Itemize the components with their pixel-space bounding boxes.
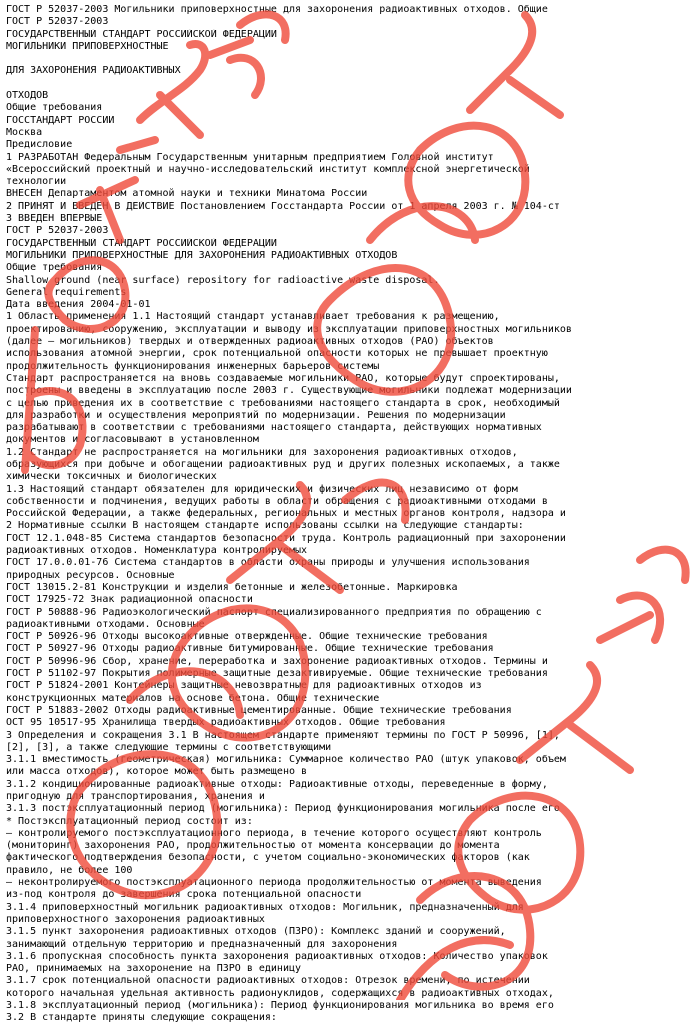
text-line: ГОСТ 13015.2-81 Конструкции и изделия бетонные и железобетонные. Маркировка: [6, 581, 458, 593]
text-line: радиоактивными отходами. Основные: [6, 618, 205, 630]
text-line: 3 Определения и сокращения 3.1 В настоящем стандарте применяют термины по ГОСТ Р 50996, [1],: [6, 729, 560, 741]
text-line: проектированию, сооружению, эксплуатации и выводу из эксплуатации приповерхностных могильников: [6, 323, 572, 335]
text-line: конструкционных материалов на основе бетона. Общие технические: [6, 692, 380, 704]
text-line: 3.1.3 постэксплуатационный период (могильника): Период функционирования могильника после его: [6, 803, 560, 815]
text-line: 1 Область применения 1.1 Настоящий стандарт устанавливает требования к размещению,: [6, 311, 500, 323]
text-line: 3.1.6 пропускная способность пункта захоронения радиоактивных отходов: Количество упаковок: [6, 950, 548, 962]
text-line: Предисловие: [6, 139, 73, 151]
text-line: продолжительность функционирования инженерных барьеров системы: [6, 360, 380, 372]
text-line: фактического подтверждения безопасности, с учетом социально-экономических факторов (как: [6, 852, 530, 864]
text-line: (мониторинг) захоронения РАО, продолжительностью от момента консервации до момента: [6, 840, 500, 852]
text-line: образующихся при добыче и обогащении радиоактивных руд и других полезных ископаемых, а также: [6, 458, 560, 470]
text-line: химически токсичных и биологических: [6, 471, 217, 483]
text-line: Shallow ground (near surface) repository for radioactive waste disposal.: [6, 274, 440, 286]
text-line: приповерхностного захоронения радиоактивных: [6, 913, 265, 925]
text-line: 3.1.4 приповерхностный могильник радиоактивных отходов: Могильник, предназначенный для: [6, 901, 524, 913]
text-line: Стандарт распространяется на вновь создаваемые могильники РАО, которые будут спроектированы,: [6, 372, 560, 384]
text-line: ГОСТ Р 50996-96 Сбор, хранение, переработка и захоронение радиоактивных отходов. Термины и: [6, 655, 548, 667]
text-line: ДЛЯ ЗАХОРОНЕНИЯ РАДИОАКТИВНЫХ: [6, 65, 181, 77]
text-line: Москва: [6, 126, 43, 138]
text-line: Дата введения 2004-01-01: [6, 299, 151, 311]
text-line: ГОСТ 17925-72 Знак радиационной опасности: [6, 594, 253, 606]
text-line: МОГИЛЬНИКИ ПРИПОВЕРХНОСТНЫЕ: [6, 40, 169, 52]
text-line: использования атомной энергии, срок потенциальной опасности которых не превышает проектную: [6, 348, 548, 360]
text-line: ГОССТАНДАРТ РОССИИ: [6, 114, 115, 126]
text-line: ОСТ 95 10517-95 Хранилища твердых радиоактивных отходов. Общие требования: [6, 717, 446, 729]
text-line: ГОСТ Р 52037-2003: [6, 16, 109, 28]
text-line: Российской Федерации, а также федеральных, региональных и местных органов контроля, надзора и: [6, 508, 566, 520]
text-line: разрабатывают в соответствии с требованиями настоящего стандарта, действующих нормативных: [6, 422, 542, 434]
text-line: ГОСУДАРСТВЕННЫЙ СТАНДАРТ РОССИЙСКОЙ ФЕДЕРАЦИИ: [6, 28, 277, 40]
text-line: * Постэксплуатационный период состоит из:: [6, 815, 253, 827]
text-line: ОТХОДОВ: [6, 90, 49, 102]
text-line: ГОСТ Р 51883-2002 Отходы радиоактивные цементированные. Общие технические требования: [6, 704, 512, 716]
text-line: 2 Нормативные ссылки В настоящем стандарте использованы ссылки на следующие стандарты:: [6, 520, 524, 532]
text-line: природных ресурсов. Основные: [6, 569, 175, 581]
text-line: 3.1.1 вместимость (геометрическая) могильника: Суммарное количество РАО (штук упаковок, объем: [6, 754, 566, 766]
text-line: 3.1.5 пункт захоронения радиоактивных отходов (ПЗРО): Комплекс зданий и сооружений,: [6, 926, 506, 938]
text-line: или масса отходов), которое может быть размещено в: [6, 766, 308, 778]
text-line: Общие требования: [6, 102, 103, 114]
text-line: ГОСТ Р 52037-2003: [6, 225, 109, 237]
text-line: (далее — могильников) твердых и отвержденных радиоактивных отходов (РАО) объектов: [6, 336, 494, 348]
text-line: 3.1.8 эксплуатационный период (могильника): Период функционирования могильника во время его: [6, 1000, 554, 1012]
text-line: Общие требования: [6, 262, 103, 274]
text-line: [6, 78, 694, 90]
text-line: ГОСТ Р 52037-2003 Могильники приповерхностные для захоронения радиоактивных отходов. Общие: [6, 4, 548, 15]
text-line: [2], [3], а также следующие термины с соответствующими: [6, 741, 332, 753]
text-line: [6, 53, 694, 65]
text-line: 2 ПРИНЯТ И ВВЕДЕН В ДЕЙСТВИЕ Постановлением Госстандарта России от 1 апреля 2003 г. № 104-ст: [6, 200, 560, 212]
text-line: собственности и подчинения, ведущих работы в области обращения с радиоактивными отходами в: [6, 495, 548, 507]
text-line: ГОСУДАРСТВЕННЫЙ СТАНДАРТ РОССИЙСКОЙ ФЕДЕРАЦИИ: [6, 237, 277, 249]
text-line: ГОСТ Р 50926-96 Отходы высокоактивные отвержденные. Общие технические требования: [6, 631, 488, 643]
text-line: ГОСТ Р 50888-96 Радиоэкологический паспорт специализированного предприятия по обращению с: [6, 606, 542, 618]
text-line: 3.1.2 кондиционированные радиоактивные отходы: Радиоактивные отходы, переведенные в форму,: [6, 778, 548, 790]
text-line: с целью приведения их в соответствие с требованиями настоящего стандарта в срок, необходимый: [6, 397, 560, 409]
text-line: 1.3 Настоящий стандарт обязателен для юридических и физических лиц независимо от форм: [6, 483, 518, 495]
text-line: правило, не более 100: [6, 864, 133, 876]
document-text: [6, 4, 694, 1025]
text-line: занимающий отдельную территорию и предназначенный для захоронения: [6, 938, 398, 950]
text-line: 1.2 Стандарт не распространяется на могильники для захоронения радиоактивных отходов,: [6, 446, 518, 458]
text-line: ГОСТ Р 51824-2001 Контейнеры защитные невозвратные для радиоактивных отходов из: [6, 680, 482, 692]
text-line: радиоактивных отходов. Номенклатура контролируемых: [6, 545, 308, 557]
text-line: 3.2 В стандарте приняты следующие сокращения:: [6, 1012, 277, 1024]
text-line: ГОСТ 12.1.048-85 Система стандартов безопасности труда. Контроль радиационный при захоронении: [6, 532, 566, 544]
text-line: технологии: [6, 176, 67, 188]
text-line: пригодную для транспортирования, хранения и: [6, 791, 265, 802]
text-line: General requirements: [6, 286, 127, 298]
text-line: 3 ВВЕДЕН ВПЕРВЫЕ: [6, 213, 103, 225]
text-line: из-под контроля до завершения срока потенциальной опасности: [6, 889, 362, 901]
text-line: 1 РАЗРАБОТАН Федеральным Государственным унитарным предприятием Головной институт: [6, 151, 494, 163]
text-line: построены и введены в эксплуатацию после 2003 г. Существующие могильники подлежат модернизации: [6, 385, 572, 397]
text-line: — неконтролируемого постэксплуатационного периода продолжительностью от момента выведения: [6, 877, 542, 889]
text-line: которого начальная удельная активность радионуклидов, содержащихся в радиоактивных отходах,: [6, 987, 554, 999]
text-line: ВНЕСЕН Департаментом атомной науки и техники Минатома России: [6, 188, 368, 200]
text-line: для разработки и осуществления мероприятий по модернизации. Решения по модернизации: [6, 409, 506, 421]
text-line: «Всероссийский проектный и научно-исследовательский институт комплексной энергетической: [6, 163, 530, 175]
text-line: 3.1.7 срок потенциальной опасности радиоактивных отходов: Отрезок времени, по истечении: [6, 975, 530, 987]
text-line: — контролируемого постэксплуатационного периода, в течение которого осуществляют контроль: [6, 827, 542, 839]
text-line: документов и согласовывают в установленном: [6, 434, 259, 446]
text-line: ГОСТ Р 50927-96 Отходы радиоактивные битумированные. Общие технические требования: [6, 643, 494, 655]
text-line: ГОСТ Р 51102-97 Покрытия полимерные защитные дезактивируемые. Общие технические требования: [6, 668, 548, 680]
text-line: МОГИЛЬНИКИ ПРИПОВЕРХНОСТНЫЕ ДЛЯ ЗАХОРОНЕНИЯ РАДИОАКТИВНЫХ ОТХОДОВ: [6, 249, 398, 261]
text-line: РАО, принимаемых на захоронение на ПЗРО в единицу: [6, 963, 302, 975]
text-line: ГОСТ 17.0.0.01-76 Система стандартов в области охраны природы и улучшения использования: [6, 557, 530, 569]
